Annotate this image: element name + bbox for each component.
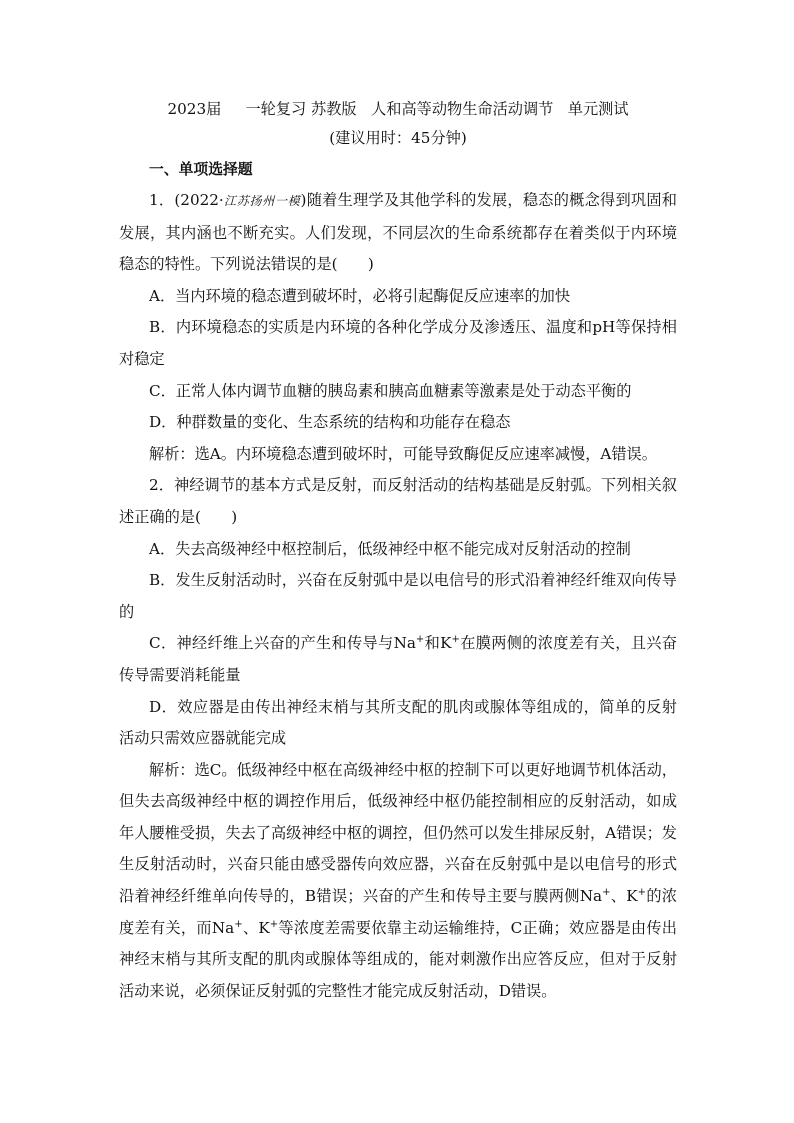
analysis-text-4: 、K xyxy=(242,918,270,937)
question-1-option-c: C．正常人体内调节血糖的胰岛素和胰高血糖素等激素是处于动态平衡的 xyxy=(149,381,632,400)
question-2-option-d: D．效应器是由传出神经末梢与其所支配的肌肉或腺体等组成的，简单的反射活动只需效应器就能完成 xyxy=(119,697,677,748)
option-c-text-1: C．神经纤维上兴奋的产生和传导与Na xyxy=(149,634,416,653)
question-1-option-d: D．种群数量的变化、生态系统的结构和功能存在稳态 xyxy=(149,413,511,432)
section-heading: 一、单项选择题 xyxy=(149,161,253,178)
option-c-text-3: 在膜两侧的浓度差有关，且兴奋传导需要消耗能量 xyxy=(119,634,678,684)
title-edition: 一轮复习 苏教版 xyxy=(245,100,357,118)
question-1-number: 1．(2022· xyxy=(149,191,224,209)
question-2-option-a: A．失去高级神经中枢控制后，低级神经中枢不能完成对反射活动的控制 xyxy=(149,539,631,558)
document-title xyxy=(119,96,677,123)
question-2-analysis xyxy=(119,755,677,1008)
question-1-source: 江苏扬州一模 xyxy=(223,194,301,208)
question-1-option-a: A．当内环境的稳态遭到破坏时，必将引起酶促反应速率的加快 xyxy=(149,286,571,305)
analysis-text-5: 等浓度差需要依靠主动运输维持，C正确；效应器是由传出神经末梢与其所支配的肌肉或腺体等组成的，能对刺激作出应答反应，但对于反射活动来说，必须保证反射弧的完整性才能完成反射活动，D错误。 xyxy=(119,918,677,1000)
title-year: 2023届 xyxy=(167,100,222,118)
question-1-stem xyxy=(119,185,677,281)
question-1-analysis: 解析：选A。内环境稳态遭到破坏时，可能导致酶促反应速率减慢，A错误。 xyxy=(149,444,657,463)
option-c-superscript-2: + xyxy=(451,634,460,646)
question-1-option-b: B．内环境稳态的实质是内环境的各种化学成分及渗透压、温度和pH等保持相对稳定 xyxy=(119,318,677,368)
analysis-superscript-4: + xyxy=(269,918,279,930)
question-1-text: )随着生理学及其他学科的发展，稳态的概念得到巩固和发展，其内涵也不断充实。人们发现，不同层次的生命系统都存在着类似于内环境稳态的特性。下列说法错误的是( ) xyxy=(119,191,677,274)
document-content xyxy=(119,96,677,1007)
question-2-option-b: B．发生反射活动时，兴奋在反射弧中是以电信号的形式沿着神经纤维双向传导的 xyxy=(119,571,677,621)
option-c-superscript-1: + xyxy=(415,634,425,646)
analysis-text-1: 解析：选C。低级神经中枢在高级神经中枢的控制下可以更好地调节机体活动，但失去高级神经中枢的调控作用后，低级神经中枢仍能控制相应的反射活动，如成年人腰椎受损，失去了高级神经中枢的调控，但仍然可以发生排尿反射，A错误；发生反射活动时，兴奋只能由感受器传向效应器，兴奋在反射弧中是以电信号的形式沿着神经纤维单向传导的，B错误；兴奋的产生和传导主要与膜两侧Na xyxy=(119,760,677,906)
question-2-stem: 2．神经调节的基本方式是反射，而反射活动的结构基础是反射弧。下列相关叙述正确的是( ) xyxy=(119,476,677,526)
title-test: 单元测试 xyxy=(567,100,629,118)
analysis-text-2: 、K xyxy=(610,887,638,906)
title-unit: 人和高等动物生命活动调节 xyxy=(371,100,554,118)
analysis-superscript-3: + xyxy=(234,918,243,930)
question-2-option-c xyxy=(119,628,677,691)
option-c-text-2: 和K xyxy=(424,634,452,653)
suggested-time: (建议用时：45分钟) xyxy=(329,129,467,147)
analysis-text-3: 的浓度差有关，而Na xyxy=(119,887,677,937)
analysis-superscript-2: + xyxy=(637,887,647,898)
analysis-superscript-1: + xyxy=(602,887,611,898)
